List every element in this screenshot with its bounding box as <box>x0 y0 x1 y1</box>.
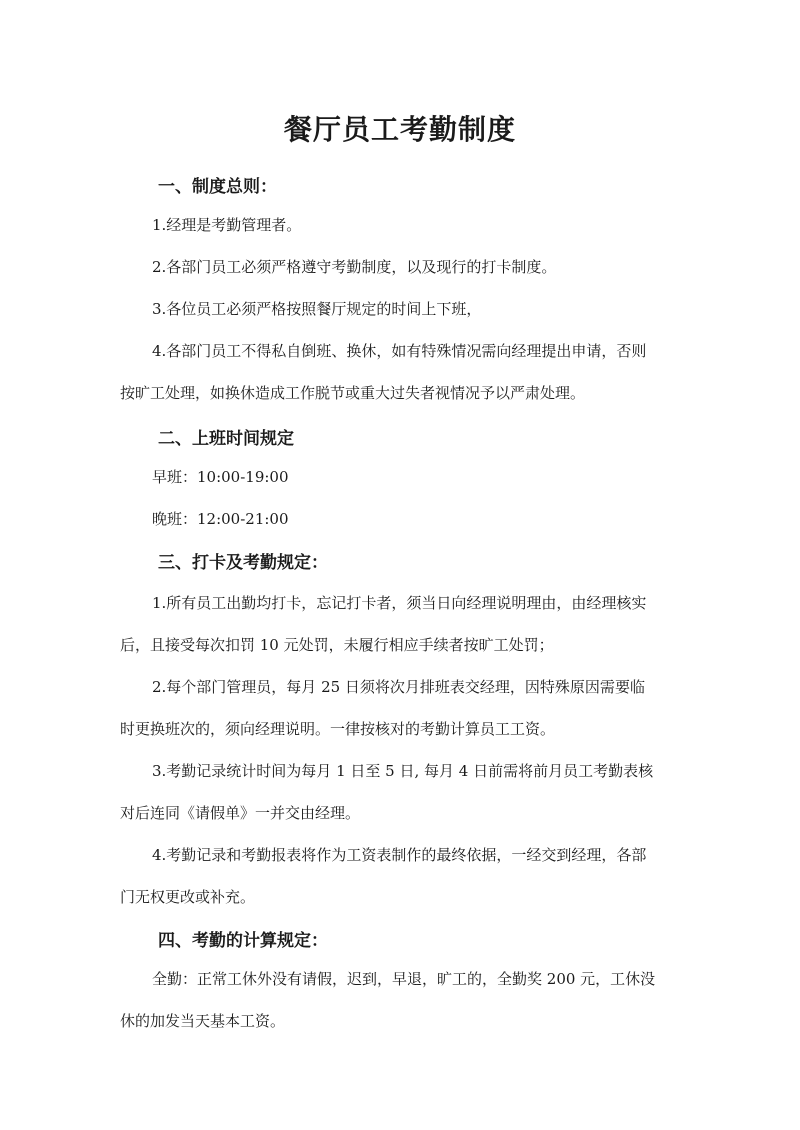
paragraph-line: 门无权更改或补充。 <box>120 888 256 906</box>
paragraph-line: 早班：10:00-19:00 <box>152 468 289 486</box>
paragraph-line: 晚班：12:00-21:00 <box>152 510 289 528</box>
paragraph-line: 1.经理是考勤管理者。 <box>152 216 302 234</box>
paragraph-line: 时更换班次的，须向经理说明。一律按核对的考勤计算员工工资。 <box>120 720 556 738</box>
section-heading-calculation: 四、考勤的计算规定： <box>158 931 328 951</box>
paragraph-line: 3.各位员工必须严格按照餐厅规定的时间上下班， <box>152 300 482 318</box>
paragraph-line: 后，且接受每次扣罚 10 元处罚，未履行相应手续者按旷工处罚； <box>120 636 554 654</box>
paragraph-line: 休的加发当天基本工资。 <box>120 1012 286 1030</box>
paragraph-line: 对后连同《请假单》一并交由经理。 <box>120 804 361 822</box>
paragraph-line: 4.各部门员工不得私自倒班、换休，如有特殊情况需向经理提出申请，否则 <box>152 342 647 360</box>
paragraph-line: 按旷工处理，如换休造成工作脱节或重大过失者视情况予以严肃处理。 <box>120 384 586 402</box>
document-title: 餐厅员工考勤制度 <box>283 113 516 146</box>
paragraph-line: 2.每个部门管理员，每月 25 日须将次月排班表交经理，因特殊原因需要临 <box>152 678 645 696</box>
paragraph-line: 全勤：正常工休外没有请假，迟到，早退，旷工的，全勤奖 200 元，工休没 <box>152 970 656 988</box>
paragraph-line: 2.各部门员工必须严格遵守考勤制度，以及现行的打卡制度。 <box>152 258 557 276</box>
section-heading-attendance: 三、打卡及考勤规定： <box>158 553 328 573</box>
paragraph-line: 1.所有员工出勤均打卡，忘记打卡者，须当日向经理说明理由，由经理核实 <box>152 594 647 612</box>
section-heading-general: 一、制度总则： <box>158 177 277 197</box>
section-heading-work-hours: 二、上班时间规定 <box>158 429 294 449</box>
paragraph-line: 4.考勤记录和考勤报表将作为工资表制作的最终依据，一经交到经理，各部 <box>152 846 647 864</box>
paragraph-line: 3.考勤记录统计时间为每月 1 日至 5 日, 每月 4 日前需将前月员工考勤表核 <box>152 762 654 780</box>
